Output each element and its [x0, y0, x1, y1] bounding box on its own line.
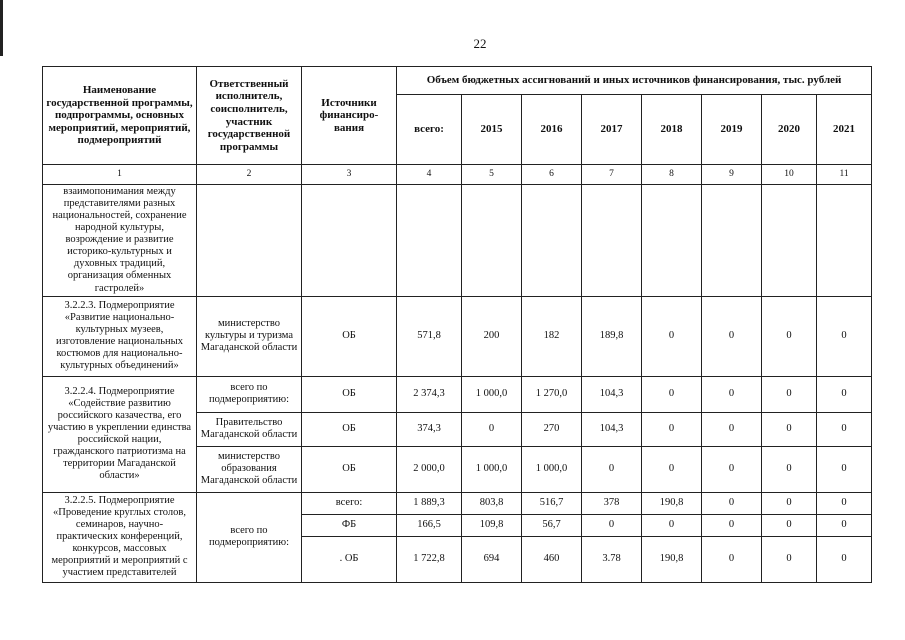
value-cell: 0 [762, 514, 817, 536]
value-cell: 0 [762, 412, 817, 446]
column-number: 2 [197, 165, 302, 185]
value-cell: 190,8 [642, 492, 702, 514]
value-cell: 200 [462, 296, 522, 376]
column-number: 5 [462, 165, 522, 185]
header-year: 2020 [762, 95, 817, 165]
header-budget-group: Объем бюджетных ассигнований и иных источников финансирования, тыс. рублей [397, 67, 872, 95]
column-number: 10 [762, 165, 817, 185]
responsible-cell: министерство образования Магаданской области [197, 446, 302, 492]
empty-cell [582, 185, 642, 297]
value-cell: 0 [702, 492, 762, 514]
header-sources: Источники финансиро-вания [302, 67, 397, 165]
value-cell: 571,8 [397, 296, 462, 376]
source-cell: всего: [302, 492, 397, 514]
header-year: 2017 [582, 95, 642, 165]
budget-table [42, 66, 872, 583]
value-cell: 0 [762, 492, 817, 514]
value-cell: 0 [817, 376, 872, 412]
value-cell: 0 [817, 492, 872, 514]
table-row [43, 376, 872, 412]
source-cell: ОБ [302, 296, 397, 376]
value-cell: 104,3 [582, 376, 642, 412]
responsible-cell: министерство культуры и туризма Магаданской области [197, 296, 302, 376]
header-program-name: Наименование государственной программы, подпрограммы, основных мероприятий, мероприятий, подмероприятий [43, 67, 197, 165]
value-cell: 0 [817, 296, 872, 376]
value-cell: 1 889,3 [397, 492, 462, 514]
value-cell: 189,8 [582, 296, 642, 376]
program-name-cell: 3.2.2.5. Подмероприятие «Проведение круглых столов, семинаров, научно-практических конференций, конкурсов, массовых мероприятий и мероприятий с участием представителей [43, 492, 197, 582]
source-cell: ФБ [302, 514, 397, 536]
header-responsible: Ответственный исполнитель, соисполнитель, участник государственной программы [197, 67, 302, 165]
value-cell: 104,3 [582, 412, 642, 446]
page-number: 22 [473, 36, 487, 51]
responsible-cell: всего по подмероприятию: [197, 492, 302, 582]
column-number: 11 [817, 165, 872, 185]
program-name-cell: 3.2.2.4. Подмероприятие «Содействие развитию российского казачества, его участию в укреплении единства российской нации, гражданского патриотизма на территории Магаданской области» [43, 376, 197, 492]
value-cell: 0 [642, 296, 702, 376]
column-number: 6 [522, 165, 582, 185]
source-cell: . ОБ [302, 536, 397, 582]
header-year: 2018 [642, 95, 702, 165]
source-cell: ОБ [302, 446, 397, 492]
value-cell: 374,3 [397, 412, 462, 446]
value-cell: 0 [817, 412, 872, 446]
table-row [43, 492, 872, 514]
value-cell: 1 722,8 [397, 536, 462, 582]
value-cell: 0 [702, 514, 762, 536]
table-row [43, 185, 872, 297]
empty-cell [197, 185, 302, 297]
responsible-cell: всего по подмероприятию: [197, 376, 302, 412]
value-cell: 0 [702, 376, 762, 412]
source-cell: ОБ [302, 376, 397, 412]
value-cell: 182 [522, 296, 582, 376]
value-cell: 0 [762, 376, 817, 412]
value-cell: 1 000,0 [522, 446, 582, 492]
program-name-cell: 3.2.2.3. Подмероприятие «Развитие национально-культурных музеев, изготовление национальных костюмов для национально-культурных объединений» [43, 296, 197, 376]
value-cell: 1 270,0 [522, 376, 582, 412]
column-number: 9 [702, 165, 762, 185]
value-cell: 0 [642, 446, 702, 492]
value-cell: 166,5 [397, 514, 462, 536]
value-cell: 694 [462, 536, 522, 582]
empty-cell [462, 185, 522, 297]
header-year: 2021 [817, 95, 872, 165]
value-cell: 0 [762, 446, 817, 492]
value-cell: 803,8 [462, 492, 522, 514]
value-cell: 0 [817, 514, 872, 536]
value-cell: 190,8 [642, 536, 702, 582]
value-cell: 516,7 [522, 492, 582, 514]
page-edge-mark [0, 0, 3, 56]
column-number: 1 [43, 165, 197, 185]
empty-cell [642, 185, 702, 297]
value-cell: 0 [582, 446, 642, 492]
column-number-row [43, 165, 872, 185]
value-cell: 0 [642, 514, 702, 536]
value-cell: 2 000,0 [397, 446, 462, 492]
value-cell: 0 [702, 446, 762, 492]
value-cell: 270 [522, 412, 582, 446]
value-cell: 56,7 [522, 514, 582, 536]
empty-cell [702, 185, 762, 297]
value-cell: 378 [582, 492, 642, 514]
header-year: 2016 [522, 95, 582, 165]
value-cell: 1 000,0 [462, 376, 522, 412]
value-cell: 3.78 [582, 536, 642, 582]
value-cell: 2 374,3 [397, 376, 462, 412]
empty-cell [302, 185, 397, 297]
empty-cell [817, 185, 872, 297]
column-number: 8 [642, 165, 702, 185]
value-cell: 0 [642, 412, 702, 446]
table-row [43, 296, 872, 376]
column-number: 4 [397, 165, 462, 185]
header-year: 2019 [702, 95, 762, 165]
header-row [43, 67, 872, 95]
column-number: 7 [582, 165, 642, 185]
column-number: 3 [302, 165, 397, 185]
value-cell: 0 [762, 296, 817, 376]
value-cell: 0 [762, 536, 817, 582]
empty-cell [397, 185, 462, 297]
value-cell: 460 [522, 536, 582, 582]
value-cell: 0 [702, 296, 762, 376]
value-cell: 0 [817, 446, 872, 492]
value-cell: 0 [642, 376, 702, 412]
header-total: всего: [397, 95, 462, 165]
value-cell: 0 [702, 412, 762, 446]
empty-cell [762, 185, 817, 297]
value-cell: 1 000,0 [462, 446, 522, 492]
value-cell: 0 [817, 536, 872, 582]
program-name-cell: взаимопонимания между представителями разных национальностей, сохранение народной культуры, возрождение и развитие историко-культурных и духовных традиций, организация обменных гастролей» [43, 185, 197, 297]
header-year: 2015 [462, 95, 522, 165]
value-cell: 0 [702, 536, 762, 582]
responsible-cell: Правительство Магаданской области [197, 412, 302, 446]
empty-cell [522, 185, 582, 297]
value-cell: 0 [582, 514, 642, 536]
source-cell: ОБ [302, 412, 397, 446]
value-cell: 0 [462, 412, 522, 446]
value-cell: 109,8 [462, 514, 522, 536]
